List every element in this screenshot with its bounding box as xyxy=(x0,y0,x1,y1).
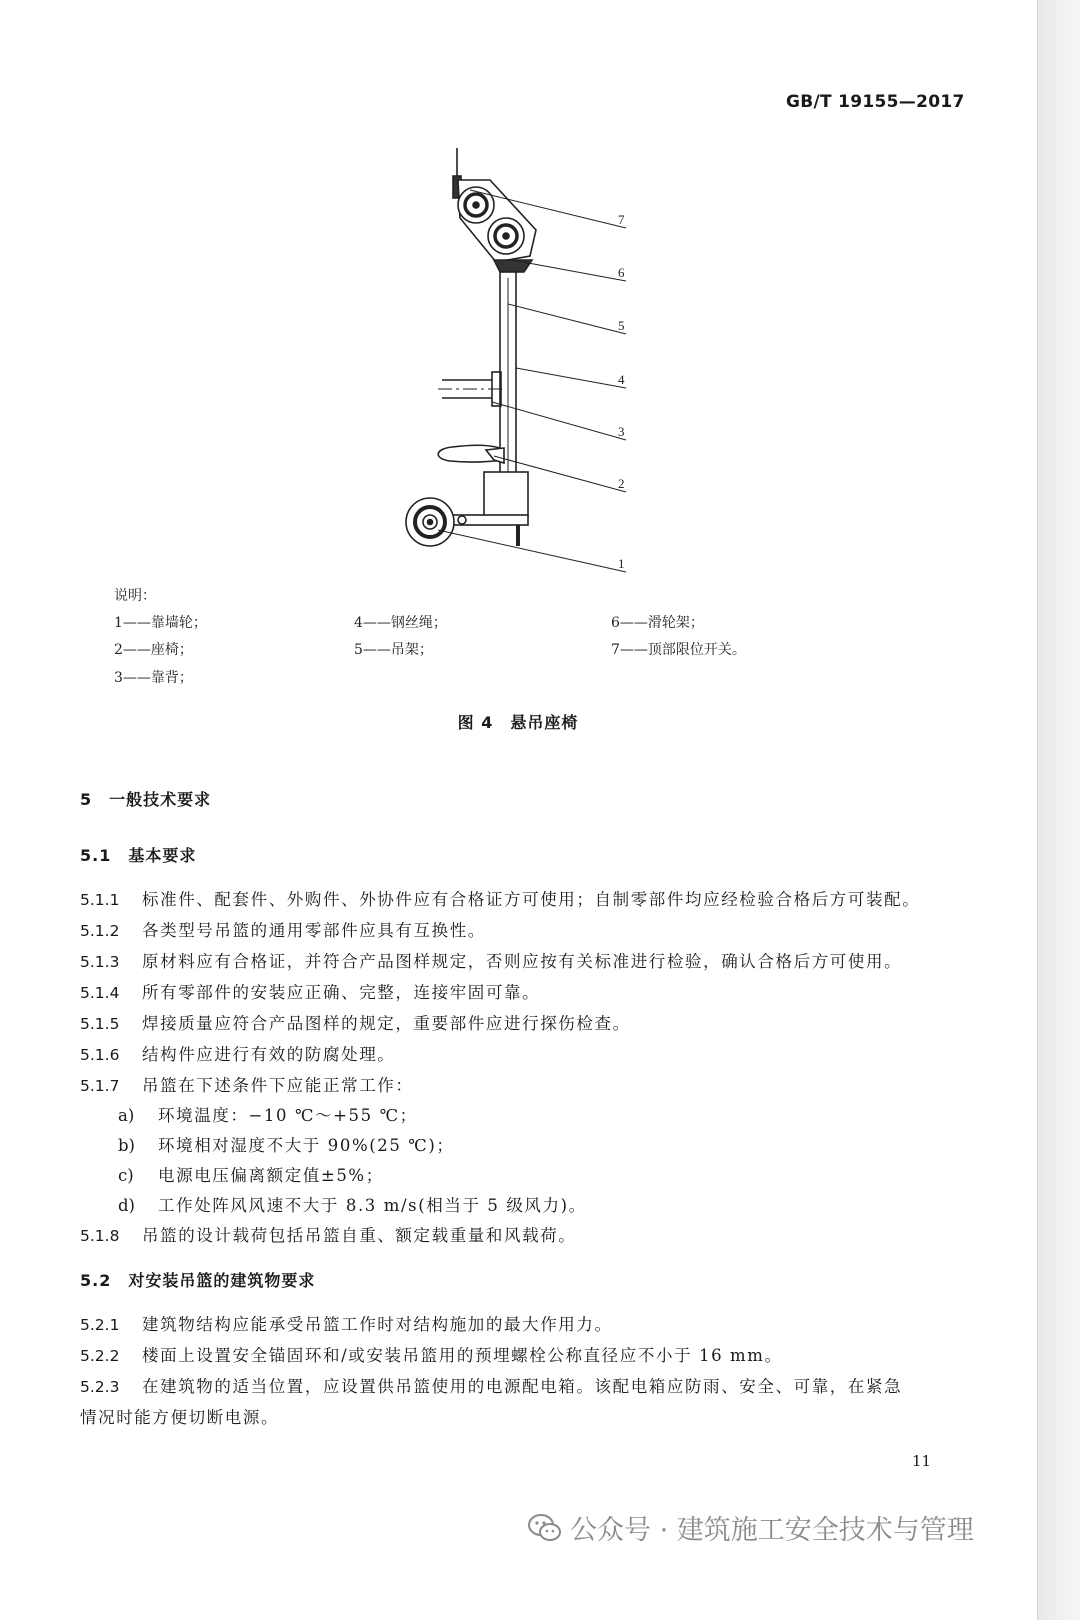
clause-5-1-6: 5.1.6 结构件应进行有效的防腐处理。 xyxy=(80,1045,396,1064)
wechat-icon xyxy=(528,1513,562,1550)
legend-item-6: 6——滑轮架； xyxy=(611,615,704,631)
clause-5-1-8: 5.1.8 吊篮的设计载荷包括吊篮自重、额定载重量和风载荷。 xyxy=(80,1226,577,1245)
clause-5-2-1: 5.2.1 建筑物结构应能承受吊篮工作时对结构施加的最大作用力。 xyxy=(80,1315,613,1334)
clause-5-1-7: 5.1.7 吊篮在下述条件下应能正常工作： xyxy=(80,1076,414,1095)
section-5-1-heading: 5.1 基本要求 xyxy=(80,846,197,865)
legend-item-4: 4——钢丝绳； xyxy=(354,615,447,631)
section-5-heading: 5 一般技术要求 xyxy=(80,790,212,809)
suspended-seat-figure xyxy=(390,148,650,580)
frame-base xyxy=(494,260,532,272)
section-5-2-heading: 5.2 对安装吊篮的建筑物要求 xyxy=(80,1271,316,1290)
page-number: 11 xyxy=(912,1452,932,1470)
callout-4: 4 xyxy=(618,372,625,387)
list-item-c: c) 电源电压偏离额定值±5%； xyxy=(118,1166,384,1185)
figure-caption: 图 4 悬吊座椅 xyxy=(457,713,579,732)
list-item-d: d) 工作处阵风风速不大于 8.3 m/s(相当于 5 级风力)。 xyxy=(118,1196,587,1215)
clause-5-1-4: 5.1.4 所有零部件的安装应正确、完整，连接牢固可靠。 xyxy=(80,983,541,1002)
legend-item-2: 2——座椅； xyxy=(114,642,193,658)
clause-5-1-2: 5.1.2 各类型号吊篮的通用零部件应具有互换性。 xyxy=(80,921,486,940)
clause-5-1-3: 5.1.3 原材料应有合格证，并符合产品图样规定，否则应按有关标准进行检验，确认合格后方可使用。 xyxy=(80,952,903,971)
clause-5-2-3-continued: 情况时能方便切断电源。 xyxy=(80,1408,280,1427)
watermark-text: 公众号 · 建筑施工安全技术与管理 xyxy=(570,1515,974,1546)
list-item-a: a) 环境温度：−10 ℃～+55 ℃； xyxy=(118,1106,418,1125)
legend-item-3: 3——靠背； xyxy=(114,670,193,686)
callout-5: 5 xyxy=(618,318,625,333)
callout-2: 2 xyxy=(618,476,625,491)
legend-item-1: 1——靠墙轮； xyxy=(114,615,207,631)
legend-item-5: 5——吊架； xyxy=(354,642,433,658)
standard-code: GB/T 19155—2017 xyxy=(786,92,965,112)
legend-title: 说明： xyxy=(114,588,156,604)
clause-5-1-5: 5.1.5 焊接质量应符合产品图样的规定，重要部件应进行探伤检查。 xyxy=(80,1014,631,1033)
leader-1 xyxy=(438,530,626,572)
list-item-b: b) 环境相对湿度不大于 90%(25 ℃)； xyxy=(118,1136,455,1155)
watermark xyxy=(528,1508,974,1550)
callout-7: 7 xyxy=(618,212,625,227)
leader-6 xyxy=(512,260,626,281)
callout-1: 1 xyxy=(618,556,625,571)
lower-box xyxy=(484,472,528,516)
leader-5 xyxy=(508,304,626,334)
clause-5-1-1: 5.1.1 标准件、配套件、外购件、外协件应有合格证方可使用；自制零部件均应经检验合格后方可装配。 xyxy=(80,890,921,909)
page-edge xyxy=(1037,0,1080,1620)
legend-item-7: 7——顶部限位开关。 xyxy=(611,642,746,658)
leader-4 xyxy=(516,368,626,388)
callout-6: 6 xyxy=(618,265,625,280)
clause-5-2-2: 5.2.2 楼面上设置安全锚固环和/或安装吊篮用的预埋螺栓公称直径应不小于 16 mm。 xyxy=(80,1346,783,1365)
callout-3: 3 xyxy=(618,424,625,439)
clause-5-2-3: 5.2.3 在建筑物的适当位置，应设置供吊篮使用的电源配电箱。该配电箱应防雨、安全、可靠，在紧急 xyxy=(80,1377,903,1396)
